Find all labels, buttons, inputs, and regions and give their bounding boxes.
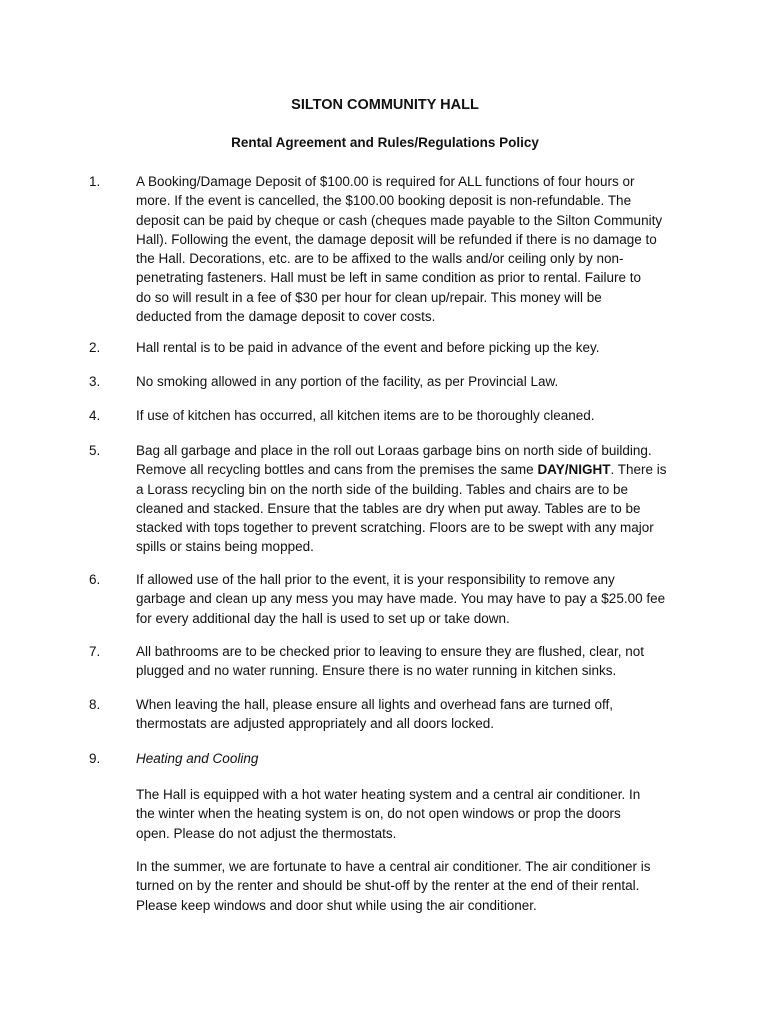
text-line: garbage and clean up any mess you may have made. You may have to pay a $25.00 fee — [136, 591, 666, 607]
text-line: spills or stains being mopped. — [136, 539, 314, 555]
rule-number: 8. — [89, 697, 101, 712]
text-line: more. If the event is cancelled, the $100.00 booking deposit is non-refundable. The — [136, 193, 632, 209]
rule-number: 2. — [89, 340, 101, 355]
rule-text — [136, 406, 684, 425]
text-line: penetrating fasteners. Hall must be left in same condition as prior to rental. Failure to — [136, 270, 642, 286]
text-line: Hall). Following the event, the damage deposit will be refunded if there is no damage to — [136, 231, 657, 247]
text-line: The Hall is equipped with a hot water heating system and a central air conditioner. In — [136, 787, 641, 802]
text-line: If use of kitchen has occurred, all kitchen items are to be thoroughly cleaned. — [136, 408, 595, 423]
text-line: plugged and no water running. Ensure there is no water running in kitchen sinks. — [136, 663, 617, 679]
text-line: a Lorass recycling bin on the north side of the building. Tables and chairs are to be — [136, 481, 629, 497]
text-line: deducted from the damage deposit to cover costs. — [136, 309, 436, 325]
text-line: thermostats are adjusted appropriately and all doors locked. — [136, 716, 494, 732]
page-subtitle: Rental Agreement and Rules/Regulations Policy — [231, 135, 539, 150]
text-line: do so will result in a fee of $30 per hour for clean up/repair. This money will be — [136, 289, 602, 305]
cooling-paragraph — [136, 857, 684, 915]
text-fragment: Remove all recycling bottles and cans from the premises the same — [136, 462, 538, 478]
text-line: No smoking allowed in any portion of the facility, as per Provincial Law. — [136, 374, 559, 389]
text-line: the Hall. Decorations, etc. are to be affixed to the walls and/or ceiling only by non- — [136, 251, 624, 267]
text-line: When leaving the hall, please ensure all lights and overhead fans are turned off, — [136, 697, 614, 712]
rule-text — [136, 570, 684, 628]
rule-text — [136, 642, 684, 681]
text-line: All bathrooms are to be checked prior to leaving to ensure they are flushed, clear, not — [136, 644, 645, 659]
text-line: turned on by the renter and should be shut-off by the renter at the end of their rental. — [136, 878, 640, 894]
text-line: the winter when the heating system is on, do not open windows or prop the doors — [136, 806, 621, 822]
section-heading: Heating and Cooling — [136, 751, 259, 766]
rule-number: 5. — [89, 443, 101, 458]
text-line: In the summer, we are fortunate to have a central air conditioner. The air conditioner is — [136, 859, 651, 874]
text-line: stacked with tops together to prevent scratching. Floors are to be swept with any major — [136, 520, 654, 536]
text-line: If allowed use of the hall prior to the event, it is your responsibility to remove any — [136, 572, 615, 587]
text-line: Please keep windows and door shut while using the air conditioner. — [136, 897, 537, 913]
text-line: cleaned and stacked. Ensure that the tables are dry when put away. Tables are to be — [136, 500, 641, 516]
text-line: Hall rental is to be paid in advance of the event and before picking up the key. — [136, 340, 600, 355]
rule-text — [136, 372, 684, 391]
rule-text — [136, 338, 684, 357]
rule-number: 4. — [89, 408, 101, 423]
rule-number: 9. — [89, 751, 101, 766]
rule-number: 6. — [89, 572, 101, 587]
rule-text — [136, 441, 684, 557]
text-line: A Booking/Damage Deposit of $100.00 is required for ALL functions of four hours or — [136, 174, 635, 189]
rule-text — [136, 695, 684, 734]
rule-number: 1. — [89, 174, 101, 189]
heating-paragraph — [136, 785, 684, 843]
bold-emphasis: DAY/NIGHT — [537, 462, 611, 478]
rule-number: 7. — [89, 644, 101, 659]
rule-number: 3. — [89, 374, 101, 389]
rule-text — [136, 172, 684, 326]
text-line: open. Please do not adjust the thermostats. — [136, 825, 397, 841]
text-line: for every additional day the hall is used to set up or take down. — [136, 610, 510, 626]
text-line — [136, 460, 684, 479]
page-title: SILTON COMMUNITY HALL — [291, 97, 479, 113]
text-line: deposit can be paid by cheque or cash (cheques made payable to the Silton Community — [136, 212, 663, 228]
text-fragment: . There is — [610, 462, 667, 478]
text-line: Bag all garbage and place in the roll out Loraas garbage bins on north side of building. — [136, 443, 652, 458]
